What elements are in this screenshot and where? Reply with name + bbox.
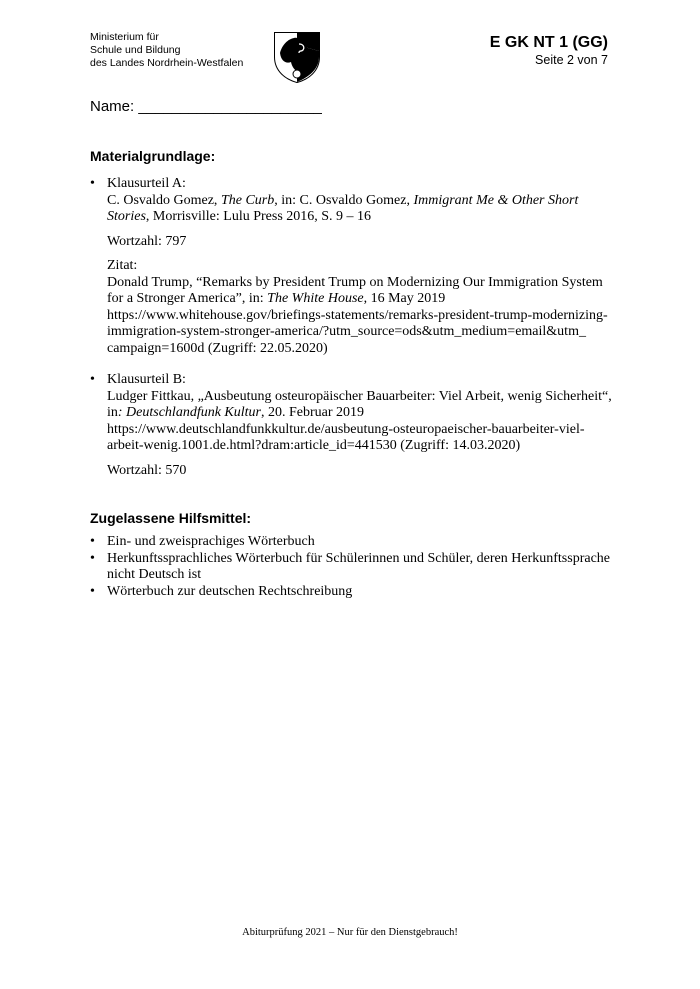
aids-heading: Zugelassene Hilfsmittel: <box>90 510 252 526</box>
part-b-publication: in: Deutschlandfunk Kultur, 20. Februar 2019 <box>107 405 365 420</box>
material-item-a <box>90 176 615 357</box>
exam-code-block <box>490 33 608 68</box>
bullet-icon: • <box>90 583 95 599</box>
bullet-icon: • <box>90 550 95 566</box>
page-footer: Abiturprüfung 2021 – Nur für den Dienstgebrauch! <box>242 927 458 938</box>
part-b-url-line-1: https://www.deutschlandfunkkultur.de/ausbeutung-osteuropaeischer-bauarbeiter-viel- <box>107 421 585 437</box>
ministry-line-3: des Landes Nordrhein-Westfalen <box>90 57 244 69</box>
part-b-url-line-2: arbeit-wenig.1001.de.html?dram:article_id=441530 (Zugriff: 14.03.2020) <box>107 438 521 453</box>
part-a-wordcount: Wortzahl: 797 <box>107 233 187 249</box>
list-item: • Ein- und zweisprachiges Wörterbuch <box>90 534 315 549</box>
part-b-source: Ludger Fittkau, „Ausbeutung osteuropäischer Bauarbeiter: Viel Arbeit, wenig Sicherheit“, <box>107 388 612 404</box>
list-item: • Herkunftssprachliches Wörterbuch für Schülerinnen und Schüler, deren Herkunftssprache nicht Deutsch ist <box>90 550 611 582</box>
quote-url-line-3: campaign=1600d (Zugriff: 22.05.2020) <box>107 340 328 356</box>
part-b-label: Klausurteil B: <box>107 372 186 387</box>
page-number: Seite 2 von 7 <box>535 53 608 67</box>
nrw-coat-of-arms-icon <box>272 31 322 83</box>
list-item: • Wörterbuch zur deutschen Rechtschreibung <box>90 583 353 599</box>
quote-source: Donald Trump, “Remarks by President Trump on Modernizing Our Immigration System for a Stronger America”, in: The White House, 16 May 2019 <box>107 274 603 306</box>
part-a-source: C. Osvaldo Gomez, The Curb, in: C. Osvaldo Gomez, Immigrant Me & Other Short Stories, Morrisville: Lulu Press 2016, S. 9 – 16 <box>107 192 579 224</box>
bullet-icon: • <box>90 534 95 549</box>
quote-url-line-2: immigration-system-stronger-america/?utm_source=ods&utm_medium=email&utm_ <box>107 324 586 339</box>
part-a-label: Klausurteil A: <box>107 176 186 191</box>
aids-list <box>90 534 620 600</box>
name-field: Name: ______________________ <box>90 98 322 115</box>
ministry-line-1: Ministerium für <box>90 31 159 43</box>
bullet-icon: • <box>90 372 95 387</box>
quote-label: Zitat: <box>107 258 138 273</box>
part-b-wordcount: Wortzahl: 570 <box>107 462 187 478</box>
bullet-icon: • <box>90 176 95 191</box>
exam-code: E GK NT 1 (GG) <box>489 34 608 51</box>
materials-heading: Materialgrundlage: <box>90 148 216 164</box>
material-item-b <box>90 372 615 479</box>
quote-url-line-1: https://www.whitehouse.gov/briefings-statements/remarks-president-trump-modernizing- <box>107 307 608 323</box>
ministry-name <box>90 31 243 70</box>
ministry-line-2: Schule und Bildung <box>90 44 181 56</box>
